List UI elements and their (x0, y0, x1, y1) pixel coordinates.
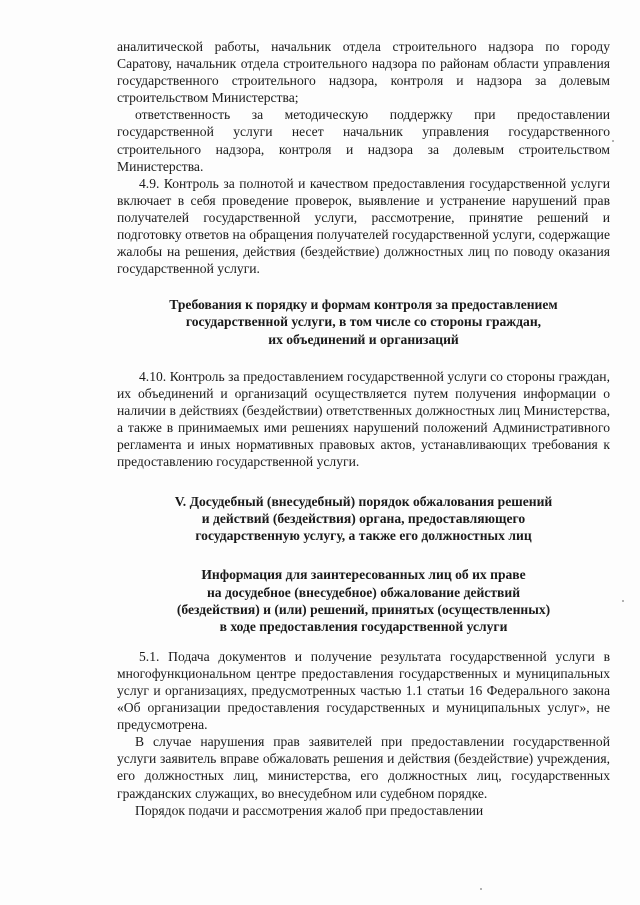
paragraph-violation-rights: В случае нарушения прав заявителей при предоставлении государственной услуги заявитель вправе обжаловать решения и действия (бездействие) учреждения, его должностных лиц, министерства, его должностных лиц, государственных гражданских служащих, во внесудебном или судебном порядке. (117, 734, 610, 801)
heading-line: (бездействия) и (или) решений, принятых (осуществленных) (176, 601, 551, 617)
heading-line: на досудебное (внесудебное) обжалование действий (206, 584, 521, 600)
heading-control-requirements (117, 296, 610, 347)
paragraph-methodical-support: ответственность за методическую поддержку при предоставлении государственной услуги несет начальник управления государственного строительного надзора, контроля и надзора за долевым строительством Министерства. (117, 107, 610, 174)
document-body (117, 38, 610, 819)
heading-line: Информация для заинтересованных лиц об их праве (201, 567, 526, 583)
paragraph-4-9: 4.9. Контроль за полнотой и качеством предоставления государственной услуги включает в себя проведение проверок, выявление и устранение нарушений прав получателей государственной услуги, рассмотрение, принятие решений и подготовку ответов на обращения получателей государственной услуги, содержащие жалобы на решения, действия (бездействие) должностных лиц по поводу оказания государственной услуги. (117, 175, 610, 277)
heading-line: V. Досудебный (внесудебный) порядок обжалования решений (174, 494, 553, 510)
heading-line: и действий (бездействия) органа, предоставляющего (201, 511, 526, 527)
heading-line: в ходе предоставления государственной услуги (219, 618, 508, 634)
heading-line: Требования к порядку и формам контроля за предоставлением (169, 297, 558, 313)
paragraph-analytic-work: аналитической работы, начальник отдела строительного надзора по городу Саратову, начальник отдела строительного надзора по районам области управления государственного строительного надзора, контроля и надзора за долевым строительством Министерства; (117, 39, 610, 106)
heading-information-rights (117, 566, 610, 634)
scan-speck (622, 600, 624, 602)
heading-section-v (117, 493, 610, 544)
heading-line: их объединений и организаций (268, 331, 459, 347)
paragraph-4-10: 4.10. Контроль за предоставлением государственной услуги со стороны граждан, их объединений и организаций осуществляется путем получения информации о наличии в действиях (бездействии) ответственных должностных лиц Министерства, а также в принимаемых ими решениях нарушений положений Административного регламента и иных нормативных правовых актов, устанавливающих требования к предоставлению государственной услуги. (117, 368, 610, 470)
paragraph-5-1: 5.1. Подача документов и получение результата государственной услуги в многофункциональном центре предоставления государственных и муниципальных услуг и организациях, предусмотренных частью 1.1 статьи 16 Федерального закона «Об организации предоставления государственных и муниципальных услуг», не предусмотрена. (117, 648, 610, 733)
heading-line: государственной услуги, в том числе со стороны граждан, (185, 314, 542, 330)
scan-speck (612, 140, 614, 142)
scan-speck (480, 888, 482, 890)
heading-line: государственную услугу, а также его должностных лиц (195, 528, 532, 544)
paragraph-complaint-procedure: Порядок подачи и рассмотрения жалоб при предоставлении (135, 802, 484, 818)
